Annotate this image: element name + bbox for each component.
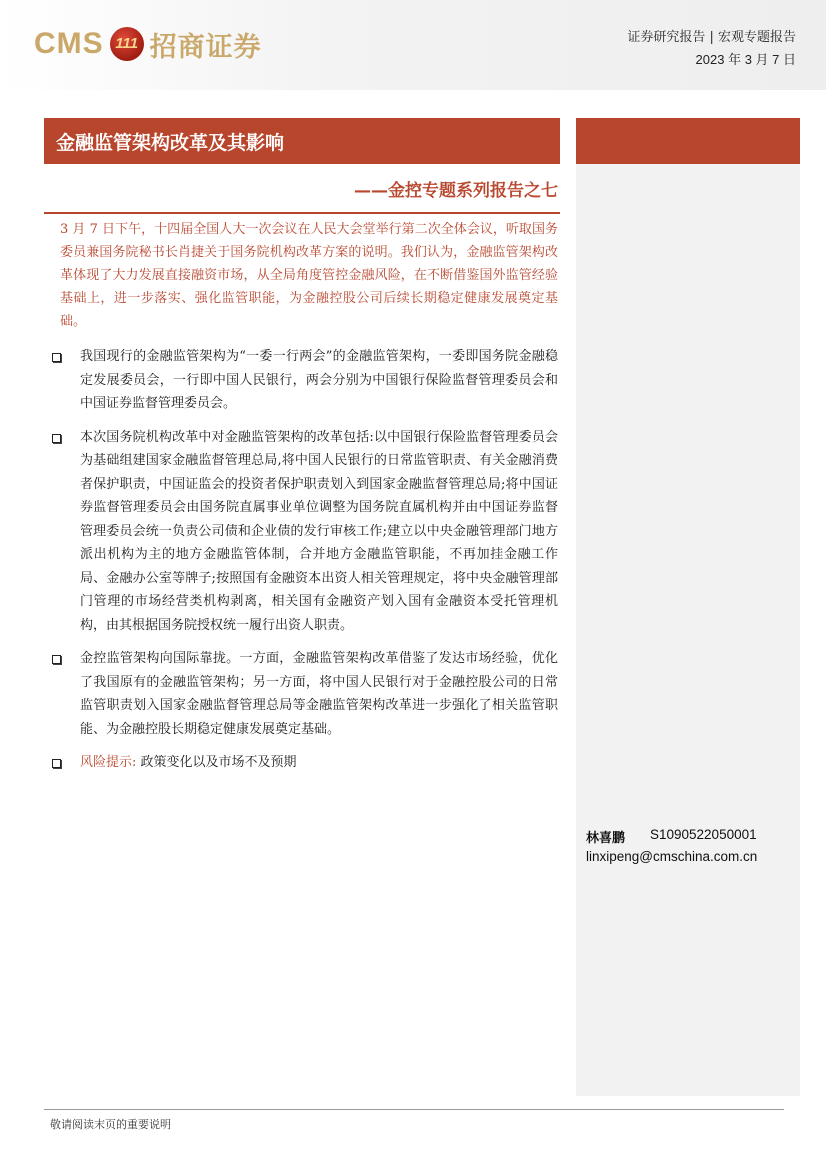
bullet-item: [50, 647, 558, 741]
logo-latin-text: CMS: [34, 27, 104, 60]
footer-divider: [44, 1109, 784, 1110]
company-logo: [34, 22, 262, 66]
checkbox-bullet-icon: [52, 353, 61, 362]
side-panel: [576, 164, 800, 1096]
bullet-text: 金控监管架构向国际靠拢。一方面，金融监管架构改革借鉴了发达市场经验，优化了我国原有的金融监管架构；另一方面，将中国人民银行对于金融控股公司的日常监管职责划入国家金融监督管理总局等金融监管架构改革进一步强化了相关监管职能、为金融控股长期稳定健康发展奠定基础。: [80, 651, 558, 737]
report-type: 证券研究报告 | 宏观专题报告: [627, 30, 796, 45]
page-subtitle: ——金控专题系列报告之七: [354, 181, 558, 201]
bullet-item: [50, 345, 558, 416]
summary-paragraph: 3 月 7 日下午，十四届全国人大一次会议在人民大会堂举行第二次全体会议，听取国务委员兼国务院秘书长肖捷关于国务院机构改革方案的说明。我们认为，金融监管架构改革体现了大力发展直接融资市场，从全局角度管控金融风险，在不断借鉴国外监管经验基础上，进一步落实、强化监管职能，为金融控股公司后续长期稳定健康发展奠定基础。: [60, 222, 558, 329]
risk-bullet-item: [50, 751, 558, 775]
side-panel-header: [576, 118, 800, 164]
bullet-text: 我国现行的金融监管架构为“一委一行两会”的金融监管架构，一委即国务院金融稳定发展委员会，一行即中国人民银行，两会分别为中国银行保险监督管理委员会和中国证券监督管理委员会。: [80, 349, 558, 411]
report-date: 2023 年 3 月 7 日: [695, 52, 796, 67]
logo-mark-text: 111: [115, 35, 139, 52]
checkbox-bullet-icon: [52, 434, 61, 443]
logo-chinese-text: 招商证券: [149, 31, 262, 63]
bullet-list: [50, 345, 558, 785]
checkbox-bullet-icon: [52, 655, 61, 664]
footer-notice: 敬请阅读末页的重要说明: [50, 1118, 171, 1131]
analyst-name-text: 林喜鹏: [586, 831, 626, 846]
checkbox-bullet-icon: [52, 759, 61, 768]
analyst-license-id: S1090522050001: [650, 827, 757, 842]
subtitle-divider: [44, 212, 560, 214]
bullet-text: 本次国务院机构改革中对金融监管架构的改革包括:以中国银行保险监督管理委员会为基础组建国家金融监督管理总局,将中国人民银行的日常监管职责、有关金融消费者保护职责，中国证监会的投资者保护职责划入到国家金融监督管理总局;将中国证券监督管理委员会由国务院直属事业单位调整为国务院直属机构并由中国证券监督管理委员会统一负责公司债和企业债的发行审核工作;建立以中央金融管理部门地方派出机构为主的地方金融监管体制，合并地方金融监管职能，不再加挂金融工作局、金融办公室等牌子;按照国有金融资本出资人相关管理规定，将中央金融管理部门管理的市场经营类机构剥离，相关国有金融资产划入国有金融资本受托管理机构，由其根据国务院授权统一履行出资人职责。: [80, 429, 558, 633]
page-title: 金融监管架构改革及其影响: [56, 132, 285, 154]
risk-label: 风险提示:: [80, 755, 137, 770]
logo-mark-icon: [110, 27, 144, 61]
bullet-item: [50, 426, 558, 638]
analyst-name: [586, 827, 625, 846]
analyst-email[interactable]: linxipeng@cmschina.com.cn: [586, 849, 758, 864]
risk-text: 政策变化以及市场不及预期: [140, 755, 297, 770]
title-bar: [44, 118, 560, 164]
